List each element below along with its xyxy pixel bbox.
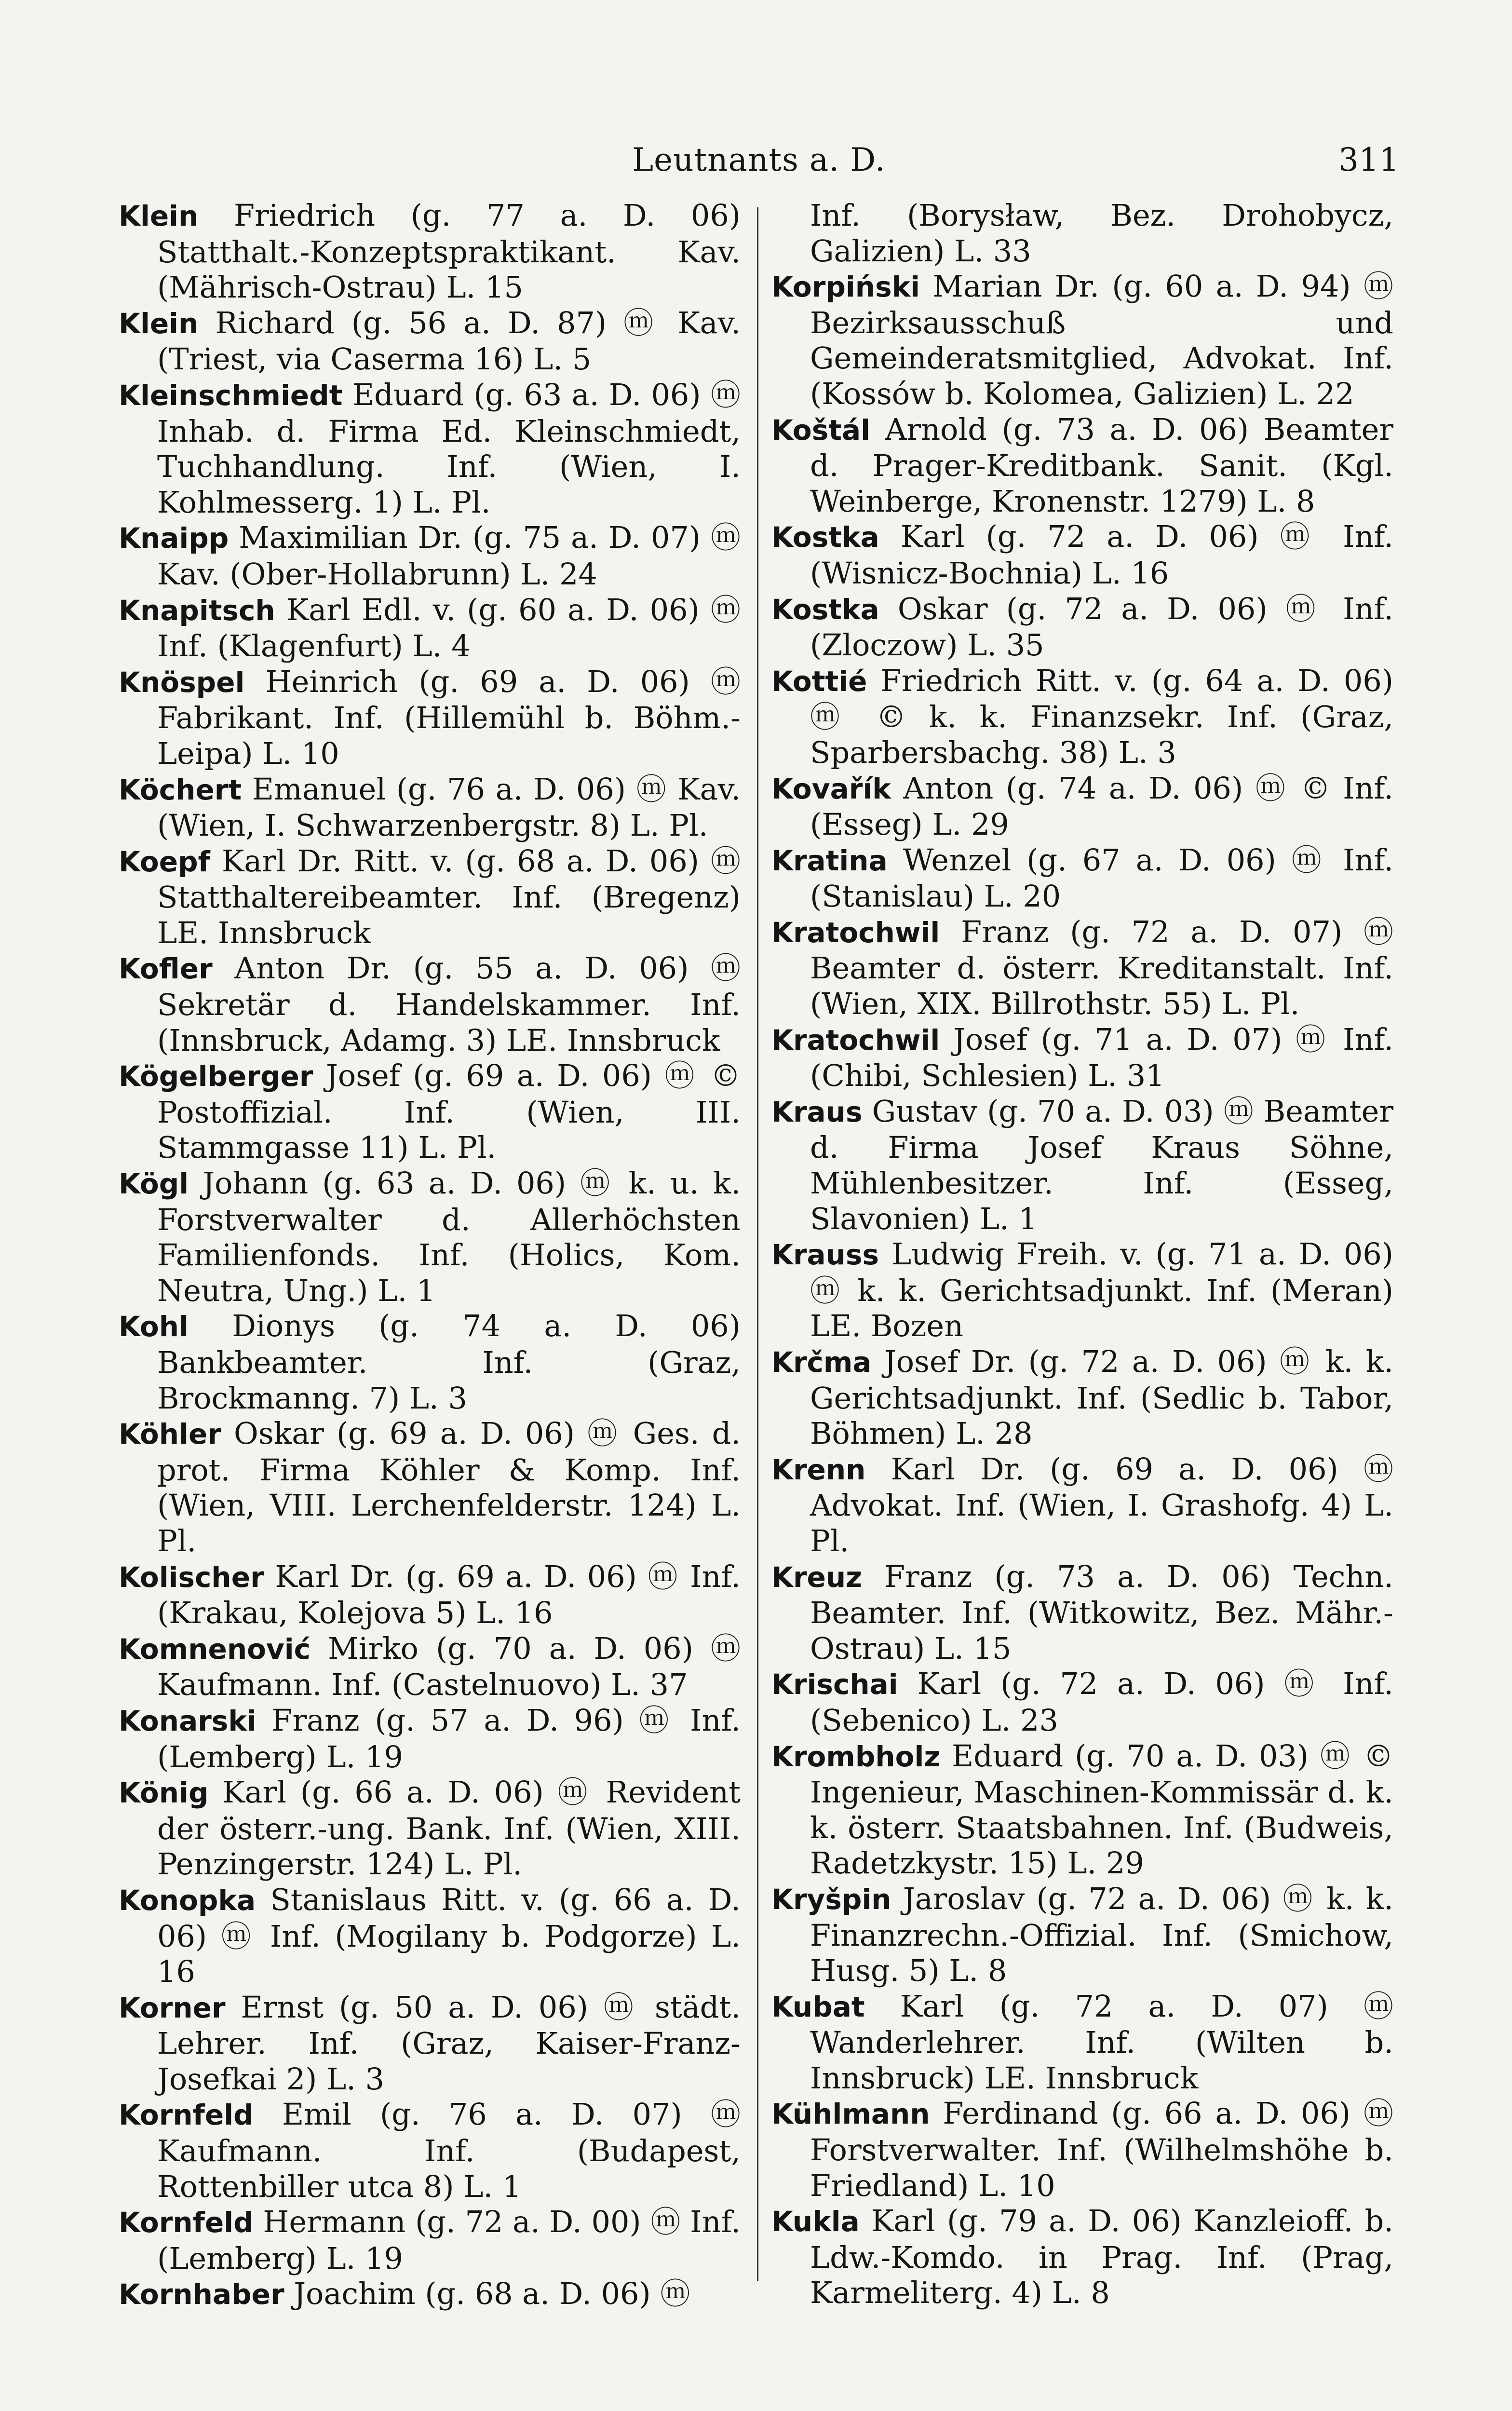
entry-details: Heinrich (g. 69 a. D. 06) ⓜ Fabrikant. Inf. (Hillemühl b. Böhm.-Leipa) L. 10 [157, 664, 741, 771]
directory-entry [771, 914, 1393, 1022]
directory-entry [771, 1236, 1393, 1344]
entry-surname: Komnenović [119, 1632, 311, 1666]
entry-surname: Kostka [771, 593, 879, 626]
directory-entry [119, 1308, 741, 1416]
directory-entry [771, 2096, 1393, 2203]
entry-surname: König [119, 1776, 209, 1810]
entry-details: Anton Dr. (g. 55 a. D. 06) ⓜ Sekretär d. Handelskammer. Inf. (Innsbruck, Adamg. 3) LE. Innsbruck [157, 950, 741, 1058]
entry-surname: Knaipp [119, 522, 229, 555]
directory-entry [119, 843, 741, 951]
directory-entry [119, 1703, 741, 1774]
directory-entry [771, 1022, 1393, 1094]
entry-surname: Köhler [119, 1418, 221, 1451]
entry-details: Ludwig Freih. v. (g. 71 a. D. 06) ⓜ k. k. Gerichtsadjunkt. Inf. (Meran) LE. Bozen [810, 1236, 1393, 1344]
entry-surname: Kratochwil [771, 916, 940, 949]
directory-entry [119, 1631, 741, 1703]
entry-surname: Köchert [119, 773, 242, 806]
directory-entry [771, 1666, 1393, 1738]
entry-details: Josef (g. 69 a. D. 06) ⓜ © Postoffizial. Inf. (Wien, III. Stammgasse 11) L. Pl. [157, 1058, 741, 1165]
directory-entry [119, 198, 741, 305]
entry-details: Josef Dr. (g. 72 a. D. 06) ⓜ k. k. Gerichtsadjunkt. Inf. (Sedlic b. Tabor, Böhmen) L. 28 [810, 1344, 1393, 1451]
entry-surname: Koepf [119, 845, 210, 878]
directory-entry [771, 663, 1393, 771]
entry-surname: Kovařík [771, 772, 891, 805]
directory-entry [119, 2097, 741, 2204]
entry-surname: Korner [119, 1991, 226, 2024]
directory-entry [771, 1738, 1393, 1881]
entry-surname: Klein [119, 307, 199, 340]
directory-entry [119, 1774, 741, 1882]
entry-details: Richard (g. 56 a. D. 87) ⓜ Kav. (Triest, via Caserma 16) L. 5 [157, 305, 741, 377]
entry-surname: Kottié [771, 664, 867, 698]
directory-entry [771, 412, 1393, 519]
entry-details: Karl Dr. (g. 69 a. D. 06) ⓜ Inf. (Krakau, Kolejova 5) L. 16 [157, 1558, 741, 1631]
directory-entry [119, 1058, 741, 1165]
entry-details: Friedrich (g. 77 a. D. 06) Statthalt.-Konzeptspraktikant. Kav. (Mährisch-Ostrau) L. 15 [157, 198, 741, 305]
entry-surname: Kreuz [771, 1560, 862, 1594]
entry-surname: Kornhaber [119, 2278, 284, 2311]
entry-surname: Korpiński [771, 271, 920, 304]
directory-entry [119, 1165, 741, 1308]
entry-details: Dionys (g. 74 a. D. 06) Bankbeamter. Inf. (Graz, Brockmanng. 7) L. 3 [157, 1308, 741, 1416]
entry-surname: Kratochwil [771, 1023, 940, 1057]
entry-surname: Kolischer [119, 1560, 264, 1594]
entry-surname: Krčma [771, 1346, 872, 1379]
entry-details: Karl (g. 79 a. D. 06) Kanzleioff. b. Ldw.-Komdo. in Prag. Inf. (Prag, Karmeliterg. 4) L. 8 [810, 2203, 1393, 2311]
entry-details: Karl (g. 72 a. D. 07) ⓜ Wanderlehrer. Inf. (Wilten b. Innsbruck) LE. Innsbruck [810, 1988, 1393, 2096]
directory-entry [119, 1990, 741, 2097]
entry-details: Eduard (g. 63 a. D. 06) ⓜ Inhab. d. Firma Ed. Kleinschmiedt, Tuchhandlung. Inf. (Wien, I. Kohlmesserg. 1) L. Pl. [157, 377, 741, 520]
entry-details: Mirko (g. 70 a. D. 06) ⓜ Kaufmann. Inf. (Castelnuovo) L. 37 [157, 1630, 741, 1703]
column-divider [757, 207, 758, 2281]
entry-surname: Kögl [119, 1167, 189, 1201]
directory-entry [771, 1451, 1393, 1559]
directory-entry [119, 664, 741, 772]
directory-entry [771, 842, 1393, 914]
directory-entry [771, 519, 1393, 591]
directory-entry [771, 1094, 1393, 1236]
entry-surname: Krenn [771, 1453, 866, 1486]
directory-entry [771, 269, 1393, 411]
directory-entry [771, 198, 1393, 269]
entry-details: Oskar (g. 69 a. D. 06) ⓜ Ges. d. prot. Firma Köhler & Komp. Inf. (Wien, VIII. Lerchenfelderstr. 124) L. Pl. [157, 1416, 741, 1558]
entry-details: Karl Dr. (g. 69 a. D. 06) ⓜ Advokat. Inf. (Wien, I. Grashofg. 4) L. Pl. [810, 1451, 1393, 1558]
directory-entry [771, 1344, 1393, 1451]
entry-details: Emil (g. 76 a. D. 07) ⓜ Kaufmann. Inf. (Budapest, Rottenbiller utca 8) L. 1 [157, 2097, 741, 2204]
entry-details: Marian Dr. (g. 60 a. D. 94) ⓜ Bezirksausschuß und Gemeinderatsmitglied, Advokat. Inf. (Kossów b. Kolomea, Galizien) L. 22 [810, 269, 1393, 411]
entry-details: Eduard (g. 70 a. D. 03) ⓜ © Ingenieur, Maschinen-Kommissär d. k. k. österr. Staatsbahnen. Inf. (Budweis, Radetzkystr. 15) L. 29 [810, 1738, 1393, 1881]
entry-details: Karl Dr. Ritt. v. (g. 68 a. D. 06) ⓜ Statthaltereibeamter. Inf. (Bregenz) LE. Innsbruck [157, 843, 741, 950]
entry-details: Jaroslav (g. 72 a. D. 06) ⓜ k. k. Finanzrechn.-Offizial. Inf. (Smichow, Husg. 5) L. 8 [810, 1881, 1393, 1989]
right-column [771, 198, 1393, 2311]
entry-details: Franz (g. 57 a. D. 96) ⓜ Inf. (Lemberg) L. 19 [157, 1702, 741, 1774]
entry-surname: Koštál [771, 413, 871, 447]
entry-surname: Krauss [771, 1238, 879, 1272]
entry-details: Ernst (g. 50 a. D. 06) ⓜ städt. Lehrer. Inf. (Graz, Kaiser-Franz-Josefkai 2) L. 3 [157, 1989, 741, 2097]
directory-entry [119, 2204, 741, 2276]
entry-surname: Kleinschmiedt [119, 379, 343, 412]
entry-surname: Knöspel [119, 665, 245, 699]
page-header [119, 136, 1399, 184]
entry-surname: Kühlmann [771, 2098, 930, 2131]
entry-details: Karl (g. 72 a. D. 06) ⓜ Inf. (Wisnicz-Bochnia) L. 16 [810, 519, 1393, 591]
directory-entry [119, 772, 741, 843]
entry-surname: Kryšpin [771, 1883, 891, 1916]
entry-surname: Klein [119, 200, 199, 232]
running-title: Leutnants a. D. [632, 141, 886, 178]
entry-surname: Knapitsch [119, 594, 275, 627]
entry-surname: Kornfeld [119, 2206, 254, 2239]
entry-details: Anton (g. 74 a. D. 06) ⓜ © Inf. (Esseg) L. 29 [810, 770, 1393, 842]
entry-details: Johann (g. 63 a. D. 06) ⓜ k. u. k. Forstverwalter d. Allerhöchsten Familienfonds. Inf. (Holics, Kom. Neutra, Ung.) L. 1 [157, 1165, 741, 1308]
page-number: 311 [1338, 141, 1399, 178]
directory-entry [119, 1882, 741, 1990]
directory-entry [771, 1989, 1393, 2096]
directory-entry [771, 2203, 1393, 2311]
left-column [119, 198, 741, 2313]
directory-entry [119, 2276, 741, 2313]
entry-details: Hermann (g. 72 a. D. 00) ⓜ Inf. (Lemberg) L. 19 [157, 2204, 741, 2276]
directory-entry [119, 377, 741, 520]
entry-details: Maximilian Dr. (g. 75 a. D. 07) ⓜ Kav. (Ober-Hollabrunn) L. 24 [157, 520, 741, 592]
entry-surname: Krischai [771, 1668, 898, 1701]
entry-details: Karl (g. 66 a. D. 06) ⓜ Revident der österr.-ung. Bank. Inf. (Wien, XIII. Penzingerstr. 124) L. Pl. [157, 1774, 741, 1882]
directory-entry [119, 1559, 741, 1631]
directory-entry [771, 1559, 1393, 1666]
directory-entry [771, 1881, 1393, 1989]
entry-surname: Kögelberger [119, 1060, 313, 1093]
entry-surname: Kubat [771, 1990, 865, 2023]
entry-details: Friedrich Ritt. v. (g. 64 a. D. 06) ⓜ © k. k. Finanzsekr. Inf. (Graz, Sparbersbachg. 38) L. 3 [810, 663, 1393, 770]
entry-surname: Kohl [119, 1310, 189, 1343]
entry-details: Emanuel (g. 76 a. D. 06) ⓜ Kav. (Wien, I. Schwarzenbergstr. 8) L. Pl. [157, 771, 741, 843]
entry-details: Stanislaus Ritt. v. (g. 66 a. D. 06) ⓜ Inf. (Mogilany b. Podgorze) L. 16 [157, 1882, 741, 1990]
entry-surname: Krombholz [771, 1740, 941, 1773]
directory-entry [119, 1416, 741, 1558]
entry-details: Oskar (g. 72 a. D. 06) ⓜ Inf. (Zloczow) L. 35 [810, 591, 1393, 663]
entry-details: Arnold (g. 73 a. D. 06) Beamter d. Prager-Kreditbank. Sanit. (Kgl. Weinberge, Kronenstr. 1279) L. 8 [810, 411, 1393, 519]
entry-details: Gustav (g. 70 a. D. 03) ⓜ Beamter d. Firma Josef Kraus Söhne, Mühlenbesitzer. Inf. (Esseg, Slavonien) L. 1 [810, 1093, 1393, 1236]
entry-surname: Kukla [771, 2205, 860, 2238]
entry-details: Joachim (g. 68 a. D. 06) ⓜ [294, 2276, 690, 2312]
entry-surname: Konopka [119, 1883, 256, 1917]
directory-entry [119, 592, 741, 664]
directory-entry [119, 305, 741, 377]
entry-details: Ferdinand (g. 66 a. D. 06) ⓜ Forstverwalter. Inf. (Wilhelmshöhe b. Friedland) L. 10 [810, 2096, 1393, 2203]
directory-entry [771, 591, 1393, 663]
entry-details: Karl Edl. v. (g. 60 a. D. 06) ⓜ Inf. (Klagenfurt) L. 4 [157, 592, 741, 664]
entry-surname: Kratina [771, 844, 888, 877]
entry-surname: Kornfeld [119, 2099, 254, 2132]
entry-surname: Kofler [119, 952, 213, 986]
entry-details: Franz (g. 73 a. D. 06) Techn. Beamter. Inf. (Witkowitz, Bez. Mähr.-Ostrau) L. 15 [810, 1558, 1393, 1666]
directory-entry [771, 771, 1393, 842]
entry-surname: Konarski [119, 1704, 256, 1737]
entry-details: Wenzel (g. 67 a. D. 06) ⓜ Inf. (Stanislau) L. 20 [810, 842, 1393, 914]
entry-surname: Kraus [771, 1095, 863, 1128]
entry-details: Franz (g. 72 a. D. 07) ⓜ Beamter d. österr. Kreditanstalt. Inf. (Wien, XIX. Billrothstr. 55) L. Pl. [810, 914, 1393, 1022]
entry-details: Josef (g. 71 a. D. 07) ⓜ Inf. (Chibi, Schlesien) L. 31 [810, 1021, 1393, 1094]
entry-surname: Kostka [771, 521, 879, 554]
directory-entry [119, 520, 741, 592]
entry-details: Karl (g. 72 a. D. 06) ⓜ Inf. (Sebenico) L. 23 [810, 1666, 1393, 1738]
entry-details: Inf. (Borysław, Bez. Drohobycz, Galizien) L. 33 [810, 198, 1393, 269]
directory-entry [119, 950, 741, 1058]
